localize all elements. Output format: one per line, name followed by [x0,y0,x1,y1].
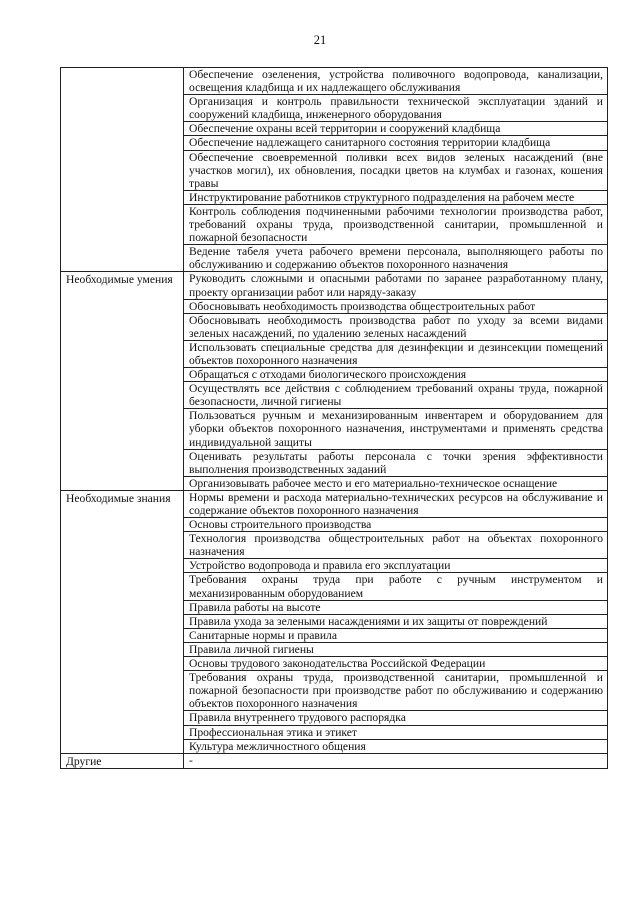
requirement-item: Устройство водопровода и правила его эксплуатации [184,559,608,573]
table-row [61,490,608,517]
requirement-item: Обеспечение своевременной поливки всех видов зеленых насаждений (вне участков могил), их обновления, посадки цветов на клумбах и газонах, кошения травы [184,150,608,190]
section-label: Другие [61,753,184,768]
competency-table-body [61,68,608,769]
requirement-item: Осуществлять все действия с соблюдением требований охраны труда, пожарной безопасности, личной гигиены [184,382,608,409]
requirement-item: Профессиональная этика и этикет [184,725,608,739]
requirement-item: Основы трудового законодательства Российской Федерации [184,657,608,671]
requirement-item: Требования охраны труда при работе с ручным инструментом и механизированным оборудованием [184,573,608,600]
requirement-item: Руководить сложными и опасными работами по заранее разработанному плану, проекту организации работ или наряду-заказу [184,272,608,299]
requirement-item: - [184,753,608,768]
requirement-item: Обеспечение охраны всей территории и сооружений кладбища [184,122,608,136]
requirement-item: Правила ухода за зелеными насаждениями и их защиты от повреждений [184,614,608,628]
requirement-item: Ведение табеля учета рабочего времени персонала, выполняющего работы по обслуживанию и содержанию объектов похоронного назначения [184,245,608,272]
requirement-item: Правила личной гигиены [184,642,608,656]
requirement-item: Обосновывать необходимость производства работ по уходу за всеми видами зеленых насаждений, по удалению зеленых насаждений [184,313,608,340]
requirement-item: Организовывать рабочее место и его материально-техническое оснащение [184,476,608,490]
requirement-item: Основы строительного производства [184,518,608,532]
requirement-item: Обосновывать необходимость производства общестроительных работ [184,299,608,313]
section-label: Необходимые умения [61,272,184,491]
section-label [61,68,184,272]
requirement-item: Обеспечение озеленения, устройства поливочного водопровода, канализации, освещения кладбища и их надлежащего обслуживания [184,68,608,95]
requirement-item: Культура межличностного общения [184,739,608,753]
requirement-item: Обеспечение надлежащего санитарного состояния территории кладбища [184,136,608,150]
requirement-item: Организация и контроль правильности технической эксплуатации зданий и сооружений кладбища, инженерного оборудования [184,95,608,122]
table-row [61,753,608,768]
page-number: 21 [313,33,327,47]
requirement-item: Правила работы на высоте [184,600,608,614]
requirement-item: Пользоваться ручным и механизированным инвентарем и оборудованием для уборки объектов похоронного назначения, инструментами и применять средства индивидуальной защиты [184,409,608,449]
requirement-item: Нормы времени и расхода материально-технических ресурсов на обслуживание и содержание объектов похоронного назначения [184,490,608,517]
requirement-item: Требования охраны труда, производственной санитарии, промышленной и пожарной безопасности при производстве работ по обслуживанию и содержанию объектов похоронного назначения [184,671,608,711]
requirement-item: Правила внутреннего трудового распорядка [184,711,608,725]
competency-table [60,67,608,769]
requirement-item: Технология производства общестроительных работ на объектах похоронного назначения [184,532,608,559]
requirement-item: Контроль соблюдения подчиненными рабочими технологии производства работ, требований охраны труда, производственной санитарии, промышленной и пожарной безопасности [184,204,608,244]
table-row [61,272,608,299]
requirement-item: Оценивать результаты работы персонала с точки зрения эффективности выполнения производственных заданий [184,449,608,476]
table-row [61,68,608,95]
requirement-item: Инструктирование работников структурного подразделения на рабочем месте [184,190,608,204]
requirement-item: Использовать специальные средства для дезинфекции и дезинсекции помещений объектов похоронного назначения [184,340,608,367]
requirement-item: Санитарные нормы и правила [184,628,608,642]
requirement-item: Обращаться с отходами биологического происхождения [184,368,608,382]
section-label: Необходимые знания [61,490,184,753]
